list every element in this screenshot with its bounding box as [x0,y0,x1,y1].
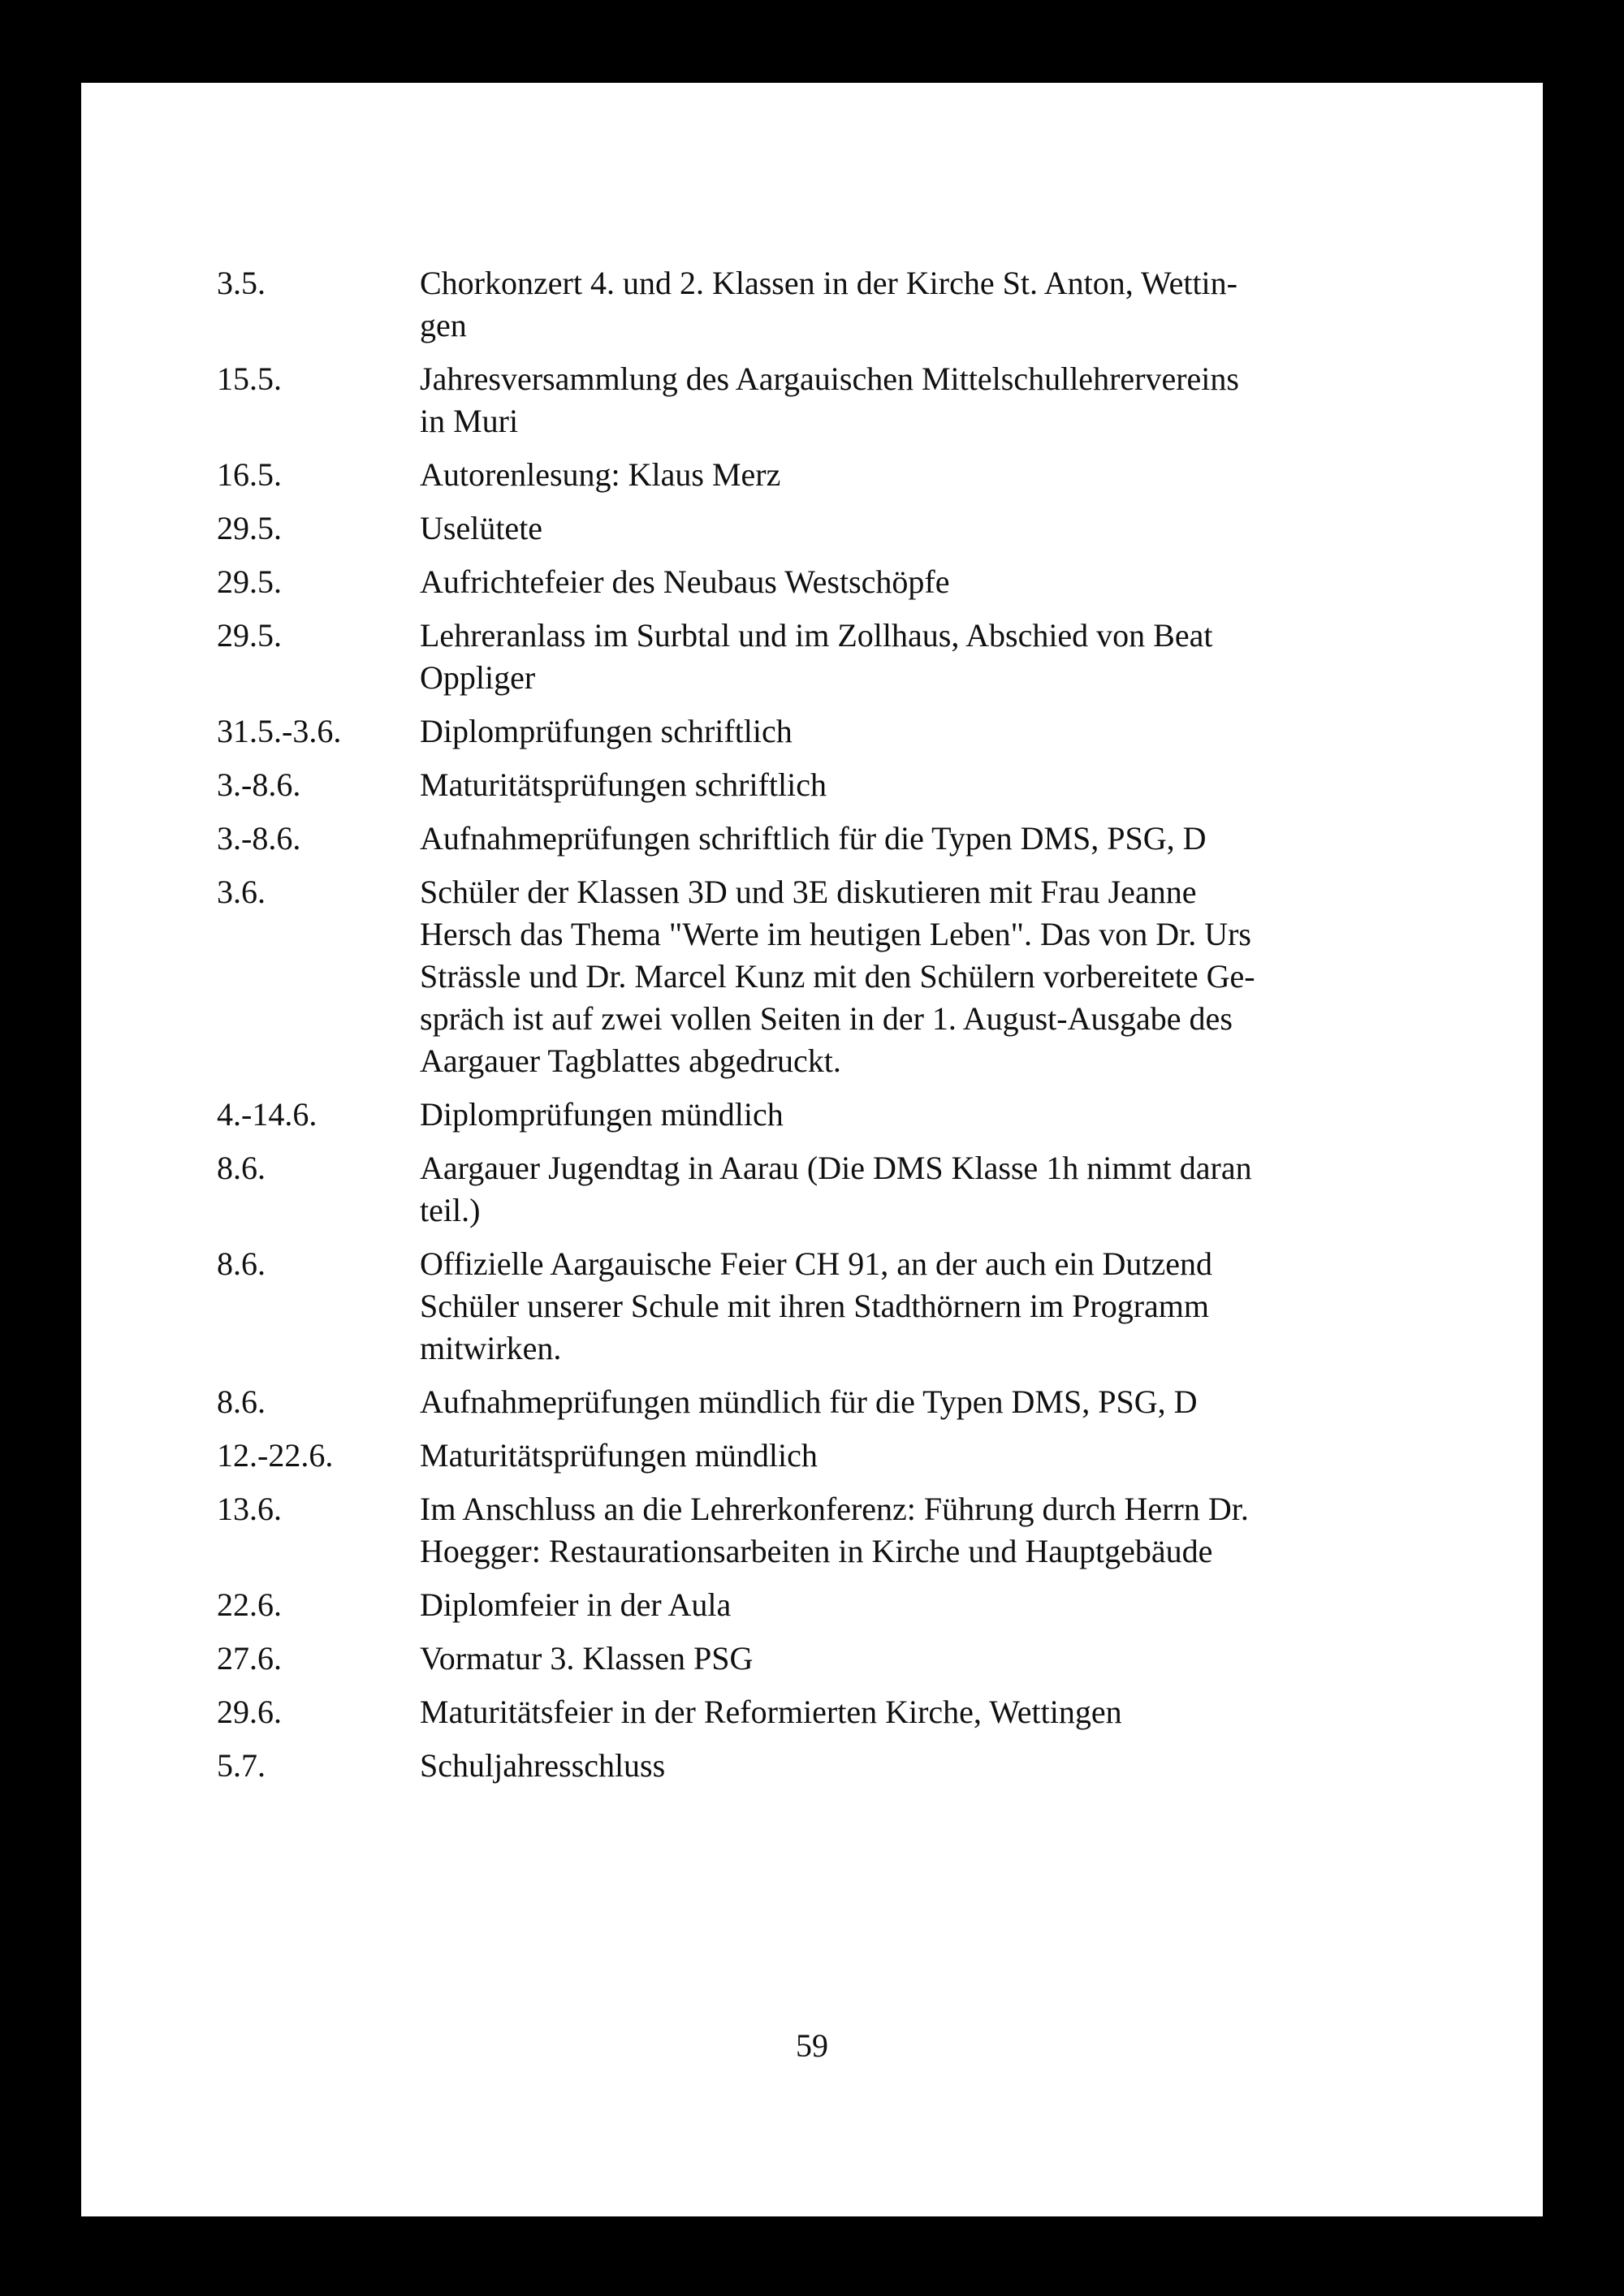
chronicle-entry [217,1435,1459,1477]
chronicle-entry [217,871,1459,1082]
chronicle-list [217,262,1459,1798]
entry-date: 3.6. [217,874,266,910]
entry-text: Diplomprüfungen schriftlich [420,713,793,749]
chronicle-entry [217,1638,1459,1680]
entry-text: Uselütete [420,510,543,546]
entry-date: 4.-14.6. [217,1096,317,1133]
entry-text: Im Anschluss an die Lehrerkonferenz: Führung durch Herrn Dr. Hoegger: Restaurationsarbeiten in Kirche und Hauptgebäude [420,1491,1249,1569]
entry-date: 3.-8.6. [217,766,301,803]
chronicle-entry [217,1147,1459,1232]
entry-text: Schüler der Klassen 3D und 3E diskutieren mit Frau Jeanne Hersch das Thema "Werte im heutigen Leben". Das von Dr. Urs Strässle und Dr. Marcel Kunz mit den Schülern vorbereitete Ge- spräch ist auf zwei vollen Seiten in der 1. August-Ausgabe des Aargauer Tagblattes abgedruckt. [420,874,1255,1079]
entry-date: 16.5. [217,456,282,493]
entry-date: 27.6. [217,1640,282,1677]
document-page [81,83,1543,2216]
page-number: 59 [796,2027,828,2064]
entry-date: 29.6. [217,1694,282,1730]
entry-text: Diplomfeier in der Aula [420,1586,732,1623]
entry-date: 8.6. [217,1245,266,1282]
entry-text: Lehreranlass im Surbtal und im Zollhaus, Abschied von Beat Oppliger [420,617,1213,696]
entry-text: Jahresversammlung des Aargauischen Mittelschullehrervereins in Muri [420,360,1239,439]
entry-date: 8.6. [217,1150,266,1186]
chronicle-entry [217,561,1459,603]
chronicle-entry [217,1745,1459,1787]
chronicle-entry [217,1094,1459,1136]
entry-date: 5.7. [217,1747,266,1784]
chronicle-entry [217,262,1459,347]
chronicle-entry [217,615,1459,699]
entry-date: 13.6. [217,1491,282,1527]
entry-date: 3.-8.6. [217,820,301,857]
chronicle-entry [217,1584,1459,1626]
entry-date: 8.6. [217,1383,266,1420]
chronicle-entry [217,818,1459,860]
entry-date: 15.5. [217,360,282,397]
entry-text: Schuljahresschluss [420,1747,666,1784]
chronicle-entry [217,1691,1459,1733]
entry-text: Diplomprüfungen mündlich [420,1096,784,1133]
entry-text: Aargauer Jugendtag in Aarau (Die DMS Klasse 1h nimmt daran teil.) [420,1150,1252,1228]
entry-text: Chorkonzert 4. und 2. Klassen in der Kirche St. Anton, Wettin- gen [420,265,1237,343]
chronicle-entry [217,507,1459,550]
chronicle-entry [217,358,1459,442]
chronicle-entry [217,1488,1459,1573]
entry-text: Aufnahmeprüfungen schriftlich für die Typen DMS, PSG, D [420,820,1207,857]
entry-text: Maturitätsfeier in der Reformierten Kirche, Wettingen [420,1694,1122,1730]
entry-text: Maturitätsprüfungen mündlich [420,1437,818,1474]
entry-text: Aufnahmeprüfungen mündlich für die Typen DMS, PSG, D [420,1383,1198,1420]
entry-text: Maturitätsprüfungen schriftlich [420,766,827,803]
entry-date: 22.6. [217,1586,282,1623]
entry-text: Offizielle Aargauische Feier CH 91, an der auch ein Dutzend Schüler unserer Schule mit ihren Stadthörnern im Programm mitwirken. [420,1245,1212,1366]
entry-date: 29.5. [217,510,282,546]
chronicle-entry [217,1381,1459,1423]
chronicle-entry [217,454,1459,496]
chronicle-entry [217,1243,1459,1370]
entry-text: Aufrichtefeier des Neubaus Westschöpfe [420,563,950,600]
entry-text: Autorenlesung: Klaus Merz [420,456,781,493]
chronicle-entry [217,710,1459,753]
entry-date: 12.-22.6. [217,1437,334,1474]
entry-text: Vormatur 3. Klassen PSG [420,1640,754,1677]
chronicle-entry [217,764,1459,806]
entry-date: 31.5.-3.6. [217,713,342,749]
entry-date: 29.5. [217,617,282,654]
entry-date: 29.5. [217,563,282,600]
entry-date: 3.5. [217,265,266,301]
